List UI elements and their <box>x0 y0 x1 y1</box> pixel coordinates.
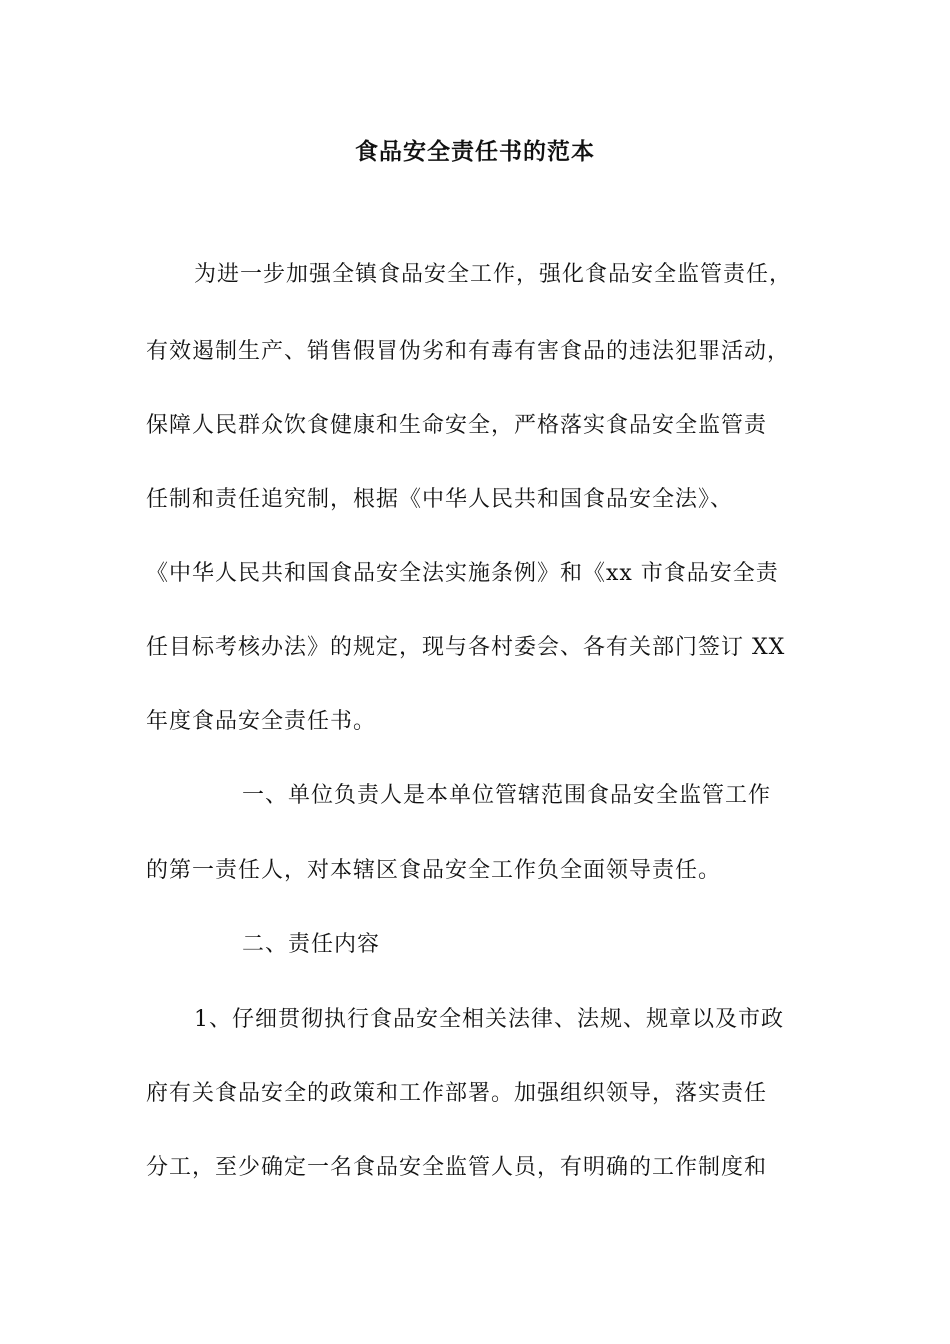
document-title: 食品安全责任书的范本 <box>355 139 595 165</box>
paragraph-line: 分工，至少确定一名食品安全监管人员，有明确的工作制度和 <box>146 1155 768 1180</box>
section-heading: 二、责任内容 <box>242 932 381 957</box>
list-item-line: 1、仔细贯彻执行食品安全相关法律、法规、规章以及市政 <box>194 1007 784 1032</box>
paragraph-line: 有效遏制生产、销售假冒伪劣和有毒有害食品的违法犯罪活动， <box>146 339 791 364</box>
paragraph-line: 年度食品安全责任书。 <box>146 709 377 734</box>
paragraph-line: 《中华人民共和国食品安全法实施条例》和《xx 市食品安全责 <box>146 561 779 586</box>
paragraph-line: 府有关食品安全的政策和工作部署。加强组织领导，落实责任 <box>146 1081 768 1106</box>
paragraph-line: 的第一责任人，对本辖区食品安全工作负全面领导责任。 <box>146 858 722 883</box>
paragraph-line: 为进一步加强全镇食品安全工作，强化食品安全监管责任， <box>194 262 793 287</box>
paragraph-line: 任目标考核办法》的规定，现与各村委会、各有关部门签订 XX <box>146 635 786 660</box>
section-heading-line: 一、单位负责人是本单位管辖范围食品安全监管工作 <box>242 783 772 808</box>
paragraph-line: 任制和责任追究制，根据《中华人民共和国食品安全法》、 <box>146 487 734 512</box>
paragraph-line: 保障人民群众饮食健康和生命安全，严格落实食品安全监管责 <box>146 413 768 438</box>
